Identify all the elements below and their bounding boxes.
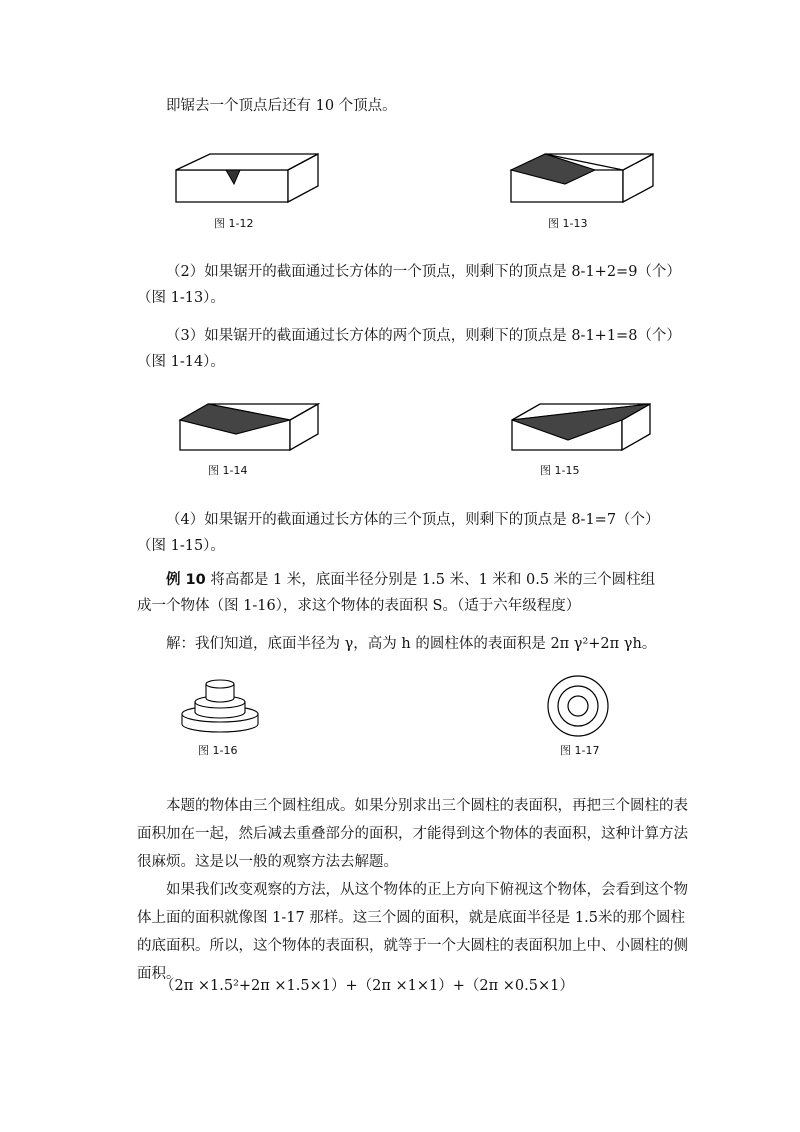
- paragraph-example-b: 成一个物体（图 1-16），求这个物体的表面积 S。（适于六年级程度）: [137, 598, 581, 614]
- figure-1-12: [170, 150, 320, 210]
- paragraph-p0: 即锯去一个顶点后还有 10 个顶点。: [166, 98, 397, 114]
- figure-1-15: [508, 400, 658, 460]
- paragraph-p3b: （图 1-14）。: [137, 354, 225, 370]
- example-text-a: 将高都是 1 米，底面半径分别是 1.5 米、1 米和 0.5 米的三个圆柱组: [205, 572, 656, 588]
- caption-1-16: 图 1-16: [198, 744, 238, 757]
- paragraph-p4b: （图 1-15）。: [137, 538, 225, 554]
- figure-1-16: [180, 672, 260, 738]
- caption-1-14: 图 1-14: [208, 464, 248, 477]
- paragraph-example: [137, 566, 697, 594]
- paragraph-p3a: （3）如果锯开的截面通过长方体的两个顶点，则剩下的顶点是 8-1+1=8（个）: [166, 328, 681, 344]
- paragraph-solution: 解：我们知道，底面半径为 γ，高为 h 的圆柱体的表面积是 2π γ²+2π γh。: [166, 636, 657, 652]
- figure-1-13: [505, 150, 655, 210]
- paragraph-p2b: （图 1-13）。: [137, 290, 225, 306]
- paragraph-p4a: （4）如果锯开的截面通过长方体的三个顶点，则剩下的顶点是 8-1=7（个）: [166, 512, 660, 528]
- caption-1-13: 图 1-13: [548, 217, 588, 230]
- paragraph-body-2: 如果我们改变观察的方法，从这个物体的正上方向下俯视这个物体，会看到这个物体上面的面积就像图 1-17 那样。这三个圆的面积，就是底面半径是 1.5米的那个圆柱的底面积。所以，这个物体的表面积，就等于一个大圆柱的表面积加上中、小圆柱的侧面积。: [137, 882, 688, 982]
- figure-1-17: [546, 674, 610, 738]
- paragraph-body-1: 本题的物体由三个圆柱组成。如果分别求出三个圆柱的表面积，再把三个圆柱的表面积加在一起，然后减去重叠部分的面积，才能得到这个物体的表面积，这种计算方法很麻烦。这是以一般的观察方法去解题。: [137, 798, 688, 870]
- paragraph-p2a: （2）如果锯开的截面通过长方体的一个顶点，则剩下的顶点是 8-1+2=9（个）: [166, 264, 681, 280]
- caption-1-15: 图 1-15: [540, 464, 580, 477]
- formula: （2π ×1.5²+2π ×1.5×1）+（2π ×1×1）+（2π ×0.5×1）: [160, 978, 574, 994]
- caption-1-17: 图 1-17: [560, 744, 600, 757]
- caption-1-12: 图 1-12: [214, 217, 254, 230]
- example-label: 例 10: [166, 572, 206, 588]
- figure-1-14: [176, 400, 326, 460]
